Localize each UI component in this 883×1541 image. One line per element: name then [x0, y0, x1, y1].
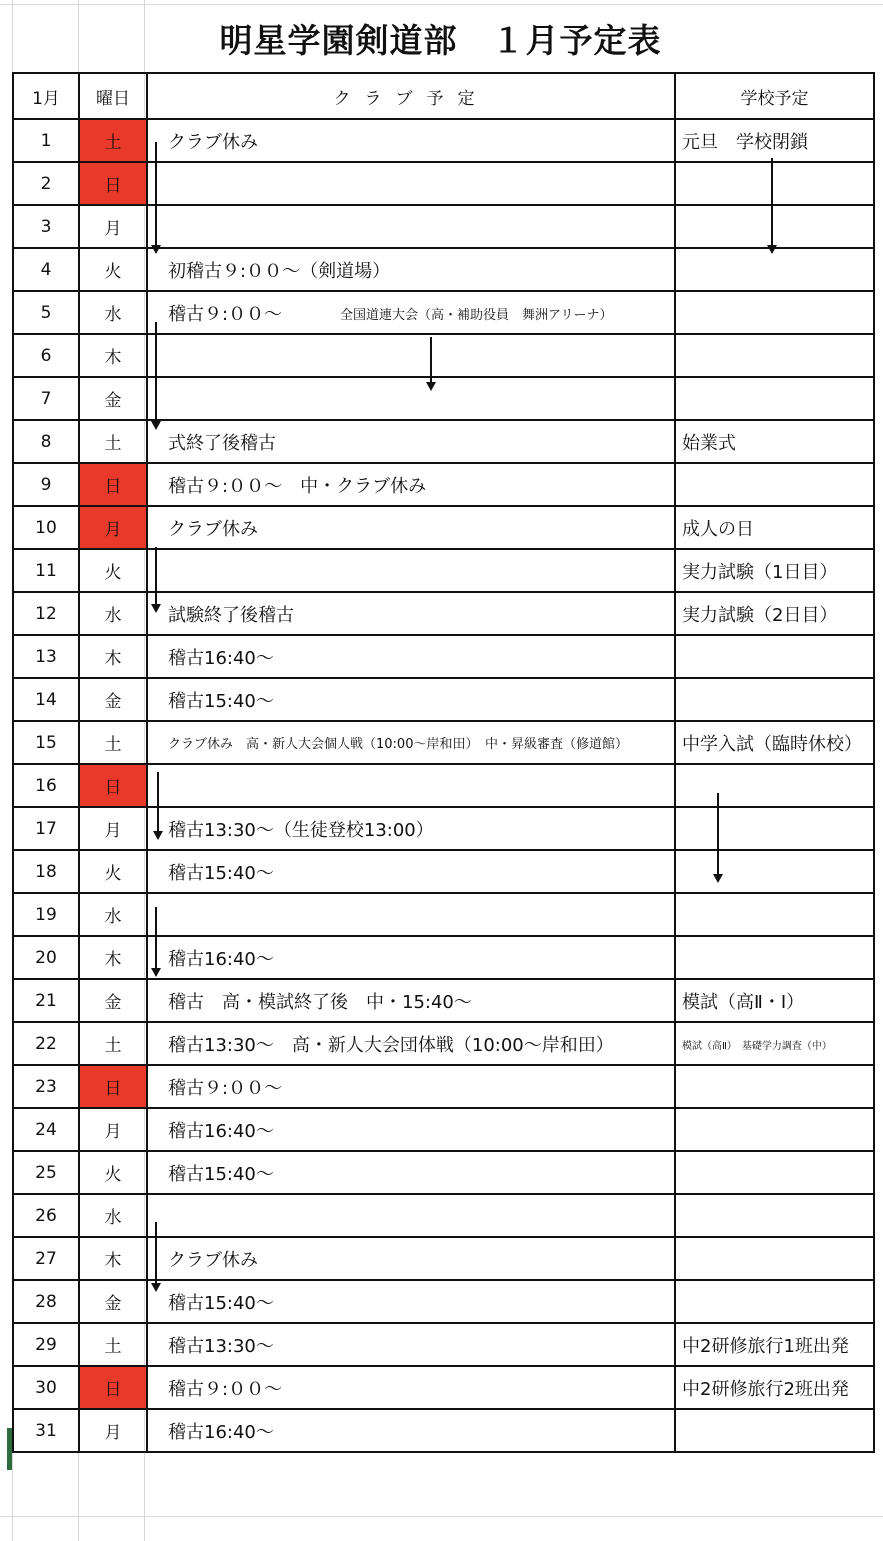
school-schedule-text: [676, 1248, 682, 1269]
school-schedule-text: [676, 1076, 682, 1097]
table-row: [13, 549, 874, 592]
cell-day[interactable]: 28: [13, 1280, 79, 1323]
cell-school-schedule[interactable]: [675, 1280, 874, 1323]
cell-weekday[interactable]: 水: [79, 893, 147, 936]
table-row: [13, 291, 874, 334]
club-schedule-text: 稽古15:40～: [168, 862, 274, 884]
table-row: [13, 506, 874, 549]
cell-weekday-holiday[interactable]: 月: [79, 506, 147, 549]
cell-school-schedule[interactable]: [675, 420, 874, 463]
gridline: [0, 1516, 883, 1517]
cell-club-schedule[interactable]: [147, 1366, 675, 1409]
school-schedule-text: [676, 216, 682, 237]
cell-day[interactable]: 31: [13, 1409, 79, 1452]
club-schedule-text: 稽古16:40～: [168, 1120, 274, 1142]
school-schedule-text: [676, 1291, 682, 1312]
page-title: 明星学園剣道部 １月予定表: [219, 20, 662, 60]
cell-day[interactable]: 17: [13, 807, 79, 850]
cell-club-schedule[interactable]: [147, 893, 675, 936]
club-schedule-text: 稽古 高・模試終了後 中・15:40～: [168, 991, 472, 1013]
cell-school-schedule[interactable]: [675, 979, 874, 1022]
table-row: [13, 1065, 874, 1108]
cell-school-schedule[interactable]: [675, 1237, 874, 1280]
header-weekday[interactable]: 曜日: [79, 73, 147, 119]
cell-weekday[interactable]: 水: [79, 1194, 147, 1237]
cell-club-schedule[interactable]: [147, 1194, 675, 1237]
cell-school-schedule[interactable]: [675, 1409, 874, 1452]
cell-club-schedule[interactable]: [147, 334, 675, 377]
table-row: [13, 678, 874, 721]
cell-day[interactable]: 5: [13, 291, 79, 334]
school-schedule-text: [676, 388, 682, 409]
cell-club-schedule[interactable]: [147, 549, 675, 592]
club-schedule-text: 稽古９:００～: [168, 1077, 283, 1099]
cell-weekday[interactable]: 月: [79, 1409, 147, 1452]
club-schedule-text: [148, 216, 168, 237]
school-schedule-text: 実力試験（2日目）: [682, 604, 838, 626]
cell-day[interactable]: 21: [13, 979, 79, 1022]
continuation-arrow: [155, 547, 157, 605]
table-row: [13, 1366, 874, 1409]
cell-club-schedule[interactable]: [147, 635, 675, 678]
cell-weekday[interactable]: 火: [79, 248, 147, 291]
cell-day[interactable]: 3: [13, 205, 79, 248]
cell-day[interactable]: 22: [13, 1022, 79, 1065]
cell-weekday[interactable]: 金: [79, 1280, 147, 1323]
cell-day[interactable]: 10: [13, 506, 79, 549]
cell-school-schedule[interactable]: [675, 334, 874, 377]
table-row: [13, 1280, 874, 1323]
club-schedule-text: 稽古15:40～: [168, 690, 274, 712]
cell-club-schedule[interactable]: [147, 979, 675, 1022]
table-row: [13, 1108, 874, 1151]
club-schedule-text: 稽古９:００～ 中・クラブ休み: [168, 475, 427, 497]
cell-day[interactable]: 9: [13, 463, 79, 506]
cell-school-schedule[interactable]: [675, 549, 874, 592]
cell-day[interactable]: 27: [13, 1237, 79, 1280]
club-schedule-text: クラブ休み: [168, 131, 258, 153]
cell-weekday[interactable]: 木: [79, 936, 147, 979]
table-row: [13, 248, 874, 291]
club-schedule-text: [148, 173, 168, 194]
club-schedule-text: 稽古９:００～: [168, 1378, 283, 1400]
cell-school-schedule[interactable]: [675, 807, 874, 850]
school-schedule-text: [676, 861, 682, 882]
cell-weekday[interactable]: 火: [79, 850, 147, 893]
club-schedule-text: 稽古16:40～: [168, 1421, 274, 1443]
cell-school-schedule[interactable]: [675, 205, 874, 248]
table-row: [13, 635, 874, 678]
table-row: [13, 1151, 874, 1194]
table-row: [13, 893, 874, 936]
continuation-arrow: [155, 907, 157, 969]
cell-weekday[interactable]: 木: [79, 1237, 147, 1280]
club-schedule-text: 試験終了後稽古: [168, 604, 294, 626]
header-club[interactable]: クラブ予定: [147, 73, 675, 119]
cell-weekday-holiday[interactable]: 日: [79, 1065, 147, 1108]
cell-weekday-holiday[interactable]: 日: [79, 162, 147, 205]
cell-school-schedule[interactable]: [675, 1065, 874, 1108]
cell-day[interactable]: 11: [13, 549, 79, 592]
club-schedule-text: 稽古15:40～: [168, 1163, 274, 1185]
cell-day[interactable]: 24: [13, 1108, 79, 1151]
club-schedule-text: 稽古16:40～: [168, 647, 274, 669]
cell-weekday[interactable]: 月: [79, 1108, 147, 1151]
cell-school-schedule[interactable]: [675, 1366, 874, 1409]
cell-day[interactable]: 12: [13, 592, 79, 635]
cell-day[interactable]: 6: [13, 334, 79, 377]
cell-club-schedule[interactable]: [147, 678, 675, 721]
cell-school-schedule[interactable]: [675, 463, 874, 506]
cell-club-schedule[interactable]: [147, 506, 675, 549]
school-schedule-text: 中2研修旅行1班出発: [682, 1335, 849, 1357]
cell-weekday[interactable]: 火: [79, 549, 147, 592]
cell-club-schedule[interactable]: [147, 248, 675, 291]
cell-club-schedule[interactable]: [147, 205, 675, 248]
table-row: [13, 334, 874, 377]
school-schedule-text: [676, 1119, 682, 1140]
table-row: [13, 592, 874, 635]
table-row: [13, 764, 874, 807]
school-schedule-text: [676, 474, 682, 495]
school-schedule-text: 実力試験（1日目）: [682, 561, 838, 583]
cell-school-schedule[interactable]: [675, 678, 874, 721]
cell-school-schedule[interactable]: [675, 721, 874, 764]
table-row: [13, 1409, 874, 1452]
cell-club-schedule[interactable]: [147, 1280, 675, 1323]
cell-school-schedule[interactable]: [675, 893, 874, 936]
table-row: [13, 721, 874, 764]
cell-school-schedule[interactable]: [675, 506, 874, 549]
cell-school-schedule[interactable]: [675, 592, 874, 635]
school-schedule-text: 中2研修旅行2班出発: [682, 1378, 849, 1400]
table-row: [13, 1022, 874, 1065]
club-schedule-text: クラブ休み: [168, 1249, 258, 1271]
cell-day[interactable]: 30: [13, 1366, 79, 1409]
cell-weekday[interactable]: 金: [79, 678, 147, 721]
cell-club-schedule[interactable]: [147, 1108, 675, 1151]
school-schedule-text: 模試（高Ⅱ・Ⅰ）: [682, 991, 805, 1013]
school-schedule-text: [676, 775, 682, 796]
school-schedule-text: 模試（高Ⅱ） 基礎学力調査（中）: [682, 1040, 832, 1052]
cell-day[interactable]: 18: [13, 850, 79, 893]
cell-weekday-holiday[interactable]: 日: [79, 764, 147, 807]
cell-day[interactable]: 19: [13, 893, 79, 936]
school-schedule-text: 元旦 学校閉鎖: [682, 131, 808, 153]
table-header-row: [13, 73, 874, 119]
club-schedule-text: 稽古13:30～ 高・新人大会団体戦（10:00～岸和田）: [168, 1034, 614, 1056]
school-schedule-text: [676, 302, 682, 323]
cell-club-schedule[interactable]: [147, 162, 675, 205]
cell-weekday[interactable]: 火: [79, 1151, 147, 1194]
cell-club-schedule[interactable]: [147, 377, 675, 420]
cell-club-schedule[interactable]: [147, 936, 675, 979]
continuation-arrow: [717, 793, 719, 875]
table-row: [13, 119, 874, 162]
cell-club-schedule[interactable]: [147, 1237, 675, 1280]
table-row: [13, 463, 874, 506]
cell-weekday-holiday[interactable]: 土: [79, 119, 147, 162]
school-schedule-text: [676, 818, 682, 839]
cell-weekday[interactable]: 木: [79, 635, 147, 678]
cell-day[interactable]: 8: [13, 420, 79, 463]
cell-weekday-holiday[interactable]: 日: [79, 1366, 147, 1409]
table-row: [13, 979, 874, 1022]
cell-club-schedule[interactable]: [147, 807, 675, 850]
cell-club-schedule[interactable]: [147, 764, 675, 807]
cell-school-schedule[interactable]: [675, 248, 874, 291]
row-selection-indicator: [7, 1428, 12, 1470]
club-schedule-text: 初稽古９:００～（剣道場）: [168, 260, 391, 282]
table-row: [13, 205, 874, 248]
club-schedule-text: [148, 904, 168, 925]
cell-day[interactable]: 16: [13, 764, 79, 807]
cell-club-schedule[interactable]: [147, 850, 675, 893]
table-row: [13, 1323, 874, 1366]
cell-club-schedule[interactable]: [147, 291, 675, 334]
club-schedule-text: [148, 345, 168, 366]
cell-school-schedule[interactable]: [675, 1151, 874, 1194]
school-schedule-text: [676, 689, 682, 710]
school-schedule-text: 中学入試（臨時休校）: [682, 733, 862, 755]
club-schedule-text: 稽古16:40～: [168, 948, 274, 970]
continuation-arrow: [771, 158, 773, 246]
cell-school-schedule[interactable]: [675, 162, 874, 205]
club-schedule-text: [148, 560, 168, 581]
cell-club-schedule[interactable]: [147, 1151, 675, 1194]
club-schedule-text: クラブ休み 高・新人大会個人戦（10:00～岸和田） 中・昇級審査（修道館）: [168, 736, 628, 752]
school-schedule-text: 始業式: [682, 432, 736, 454]
cell-club-schedule[interactable]: [147, 1022, 675, 1065]
cell-weekday[interactable]: 木: [79, 334, 147, 377]
cell-day[interactable]: 13: [13, 635, 79, 678]
club-schedule-text: 式終了後稽古: [168, 432, 276, 454]
club-schedule-text: 稽古９:００～: [168, 303, 283, 325]
school-schedule-text: [676, 646, 682, 667]
schedule-table: [12, 72, 875, 1453]
cell-school-schedule[interactable]: [675, 1022, 874, 1065]
table-row: [13, 936, 874, 979]
cell-school-schedule[interactable]: [675, 1323, 874, 1366]
cell-weekday[interactable]: 月: [79, 205, 147, 248]
club-schedule-text: 稽古15:40～: [168, 1292, 274, 1314]
cell-club-schedule[interactable]: [147, 721, 675, 764]
cell-club-schedule[interactable]: [147, 119, 675, 162]
continuation-arrow: [430, 337, 432, 383]
school-schedule-text: [676, 345, 682, 366]
table-row: [13, 1194, 874, 1237]
club-schedule-text: [148, 1205, 168, 1226]
cell-weekday[interactable]: 月: [79, 807, 147, 850]
continuation-arrow: [157, 772, 159, 832]
club-note-text: 全国道連大会（高・補助役員 舞洲アリーナ）: [340, 308, 613, 323]
club-schedule-text: 稽古13:30～: [168, 1335, 274, 1357]
cell-school-schedule[interactable]: [675, 119, 874, 162]
school-schedule-text: [676, 1162, 682, 1183]
table-row: [13, 420, 874, 463]
cell-club-schedule[interactable]: [147, 463, 675, 506]
cell-day[interactable]: 26: [13, 1194, 79, 1237]
table-row: [13, 377, 874, 420]
school-schedule-text: [676, 947, 682, 968]
cell-school-schedule[interactable]: [675, 1194, 874, 1237]
cell-day[interactable]: 14: [13, 678, 79, 721]
cell-day[interactable]: 7: [13, 377, 79, 420]
cell-school-schedule[interactable]: [675, 936, 874, 979]
club-schedule-text: クラブ休み: [168, 518, 258, 540]
continuation-arrow: [155, 142, 157, 246]
schedule-body: [13, 119, 874, 1452]
continuation-arrow: [155, 1222, 157, 1284]
cell-club-schedule[interactable]: [147, 1323, 675, 1366]
table-row: [13, 162, 874, 205]
header-day[interactable]: 1月: [13, 73, 79, 119]
cell-weekday[interactable]: 金: [79, 377, 147, 420]
school-schedule-text: [676, 904, 682, 925]
cell-weekday[interactable]: 土: [79, 721, 147, 764]
cell-day[interactable]: 23: [13, 1065, 79, 1108]
cell-day[interactable]: 2: [13, 162, 79, 205]
cell-school-schedule[interactable]: [675, 1108, 874, 1151]
school-schedule-text: [676, 259, 682, 280]
cell-weekday[interactable]: 金: [79, 979, 147, 1022]
cell-weekday[interactable]: 水: [79, 291, 147, 334]
cell-club-schedule[interactable]: [147, 1065, 675, 1108]
cell-club-schedule[interactable]: [147, 592, 675, 635]
table-row: [13, 807, 874, 850]
header-school[interactable]: 学校予定: [675, 73, 874, 119]
school-schedule-text: [676, 173, 682, 194]
table-row: [13, 850, 874, 893]
cell-school-schedule[interactable]: [675, 377, 874, 420]
cell-weekday[interactable]: 土: [79, 1022, 147, 1065]
cell-school-schedule[interactable]: [675, 764, 874, 807]
cell-weekday[interactable]: 水: [79, 592, 147, 635]
club-schedule-text: [148, 388, 168, 409]
cell-club-schedule[interactable]: [147, 420, 675, 463]
cell-day[interactable]: 1: [13, 119, 79, 162]
cell-weekday[interactable]: 土: [79, 1323, 147, 1366]
school-schedule-text: [676, 1205, 682, 1226]
cell-day[interactable]: 20: [13, 936, 79, 979]
cell-school-schedule[interactable]: [675, 635, 874, 678]
table-row: [13, 1237, 874, 1280]
cell-weekday-holiday[interactable]: 日: [79, 463, 147, 506]
cell-school-schedule[interactable]: [675, 850, 874, 893]
cell-weekday[interactable]: 土: [79, 420, 147, 463]
continuation-arrow: [155, 322, 157, 422]
school-schedule-text: 成人の日: [682, 518, 754, 540]
cell-day[interactable]: 15: [13, 721, 79, 764]
school-schedule-text: [676, 1420, 682, 1441]
cell-day[interactable]: 25: [13, 1151, 79, 1194]
cell-club-schedule[interactable]: [147, 1409, 675, 1452]
cell-day[interactable]: 4: [13, 248, 79, 291]
cell-day[interactable]: 29: [13, 1323, 79, 1366]
cell-school-schedule[interactable]: [675, 291, 874, 334]
club-schedule-text: 稽古13:30～（生徒登校13:00）: [168, 819, 434, 841]
